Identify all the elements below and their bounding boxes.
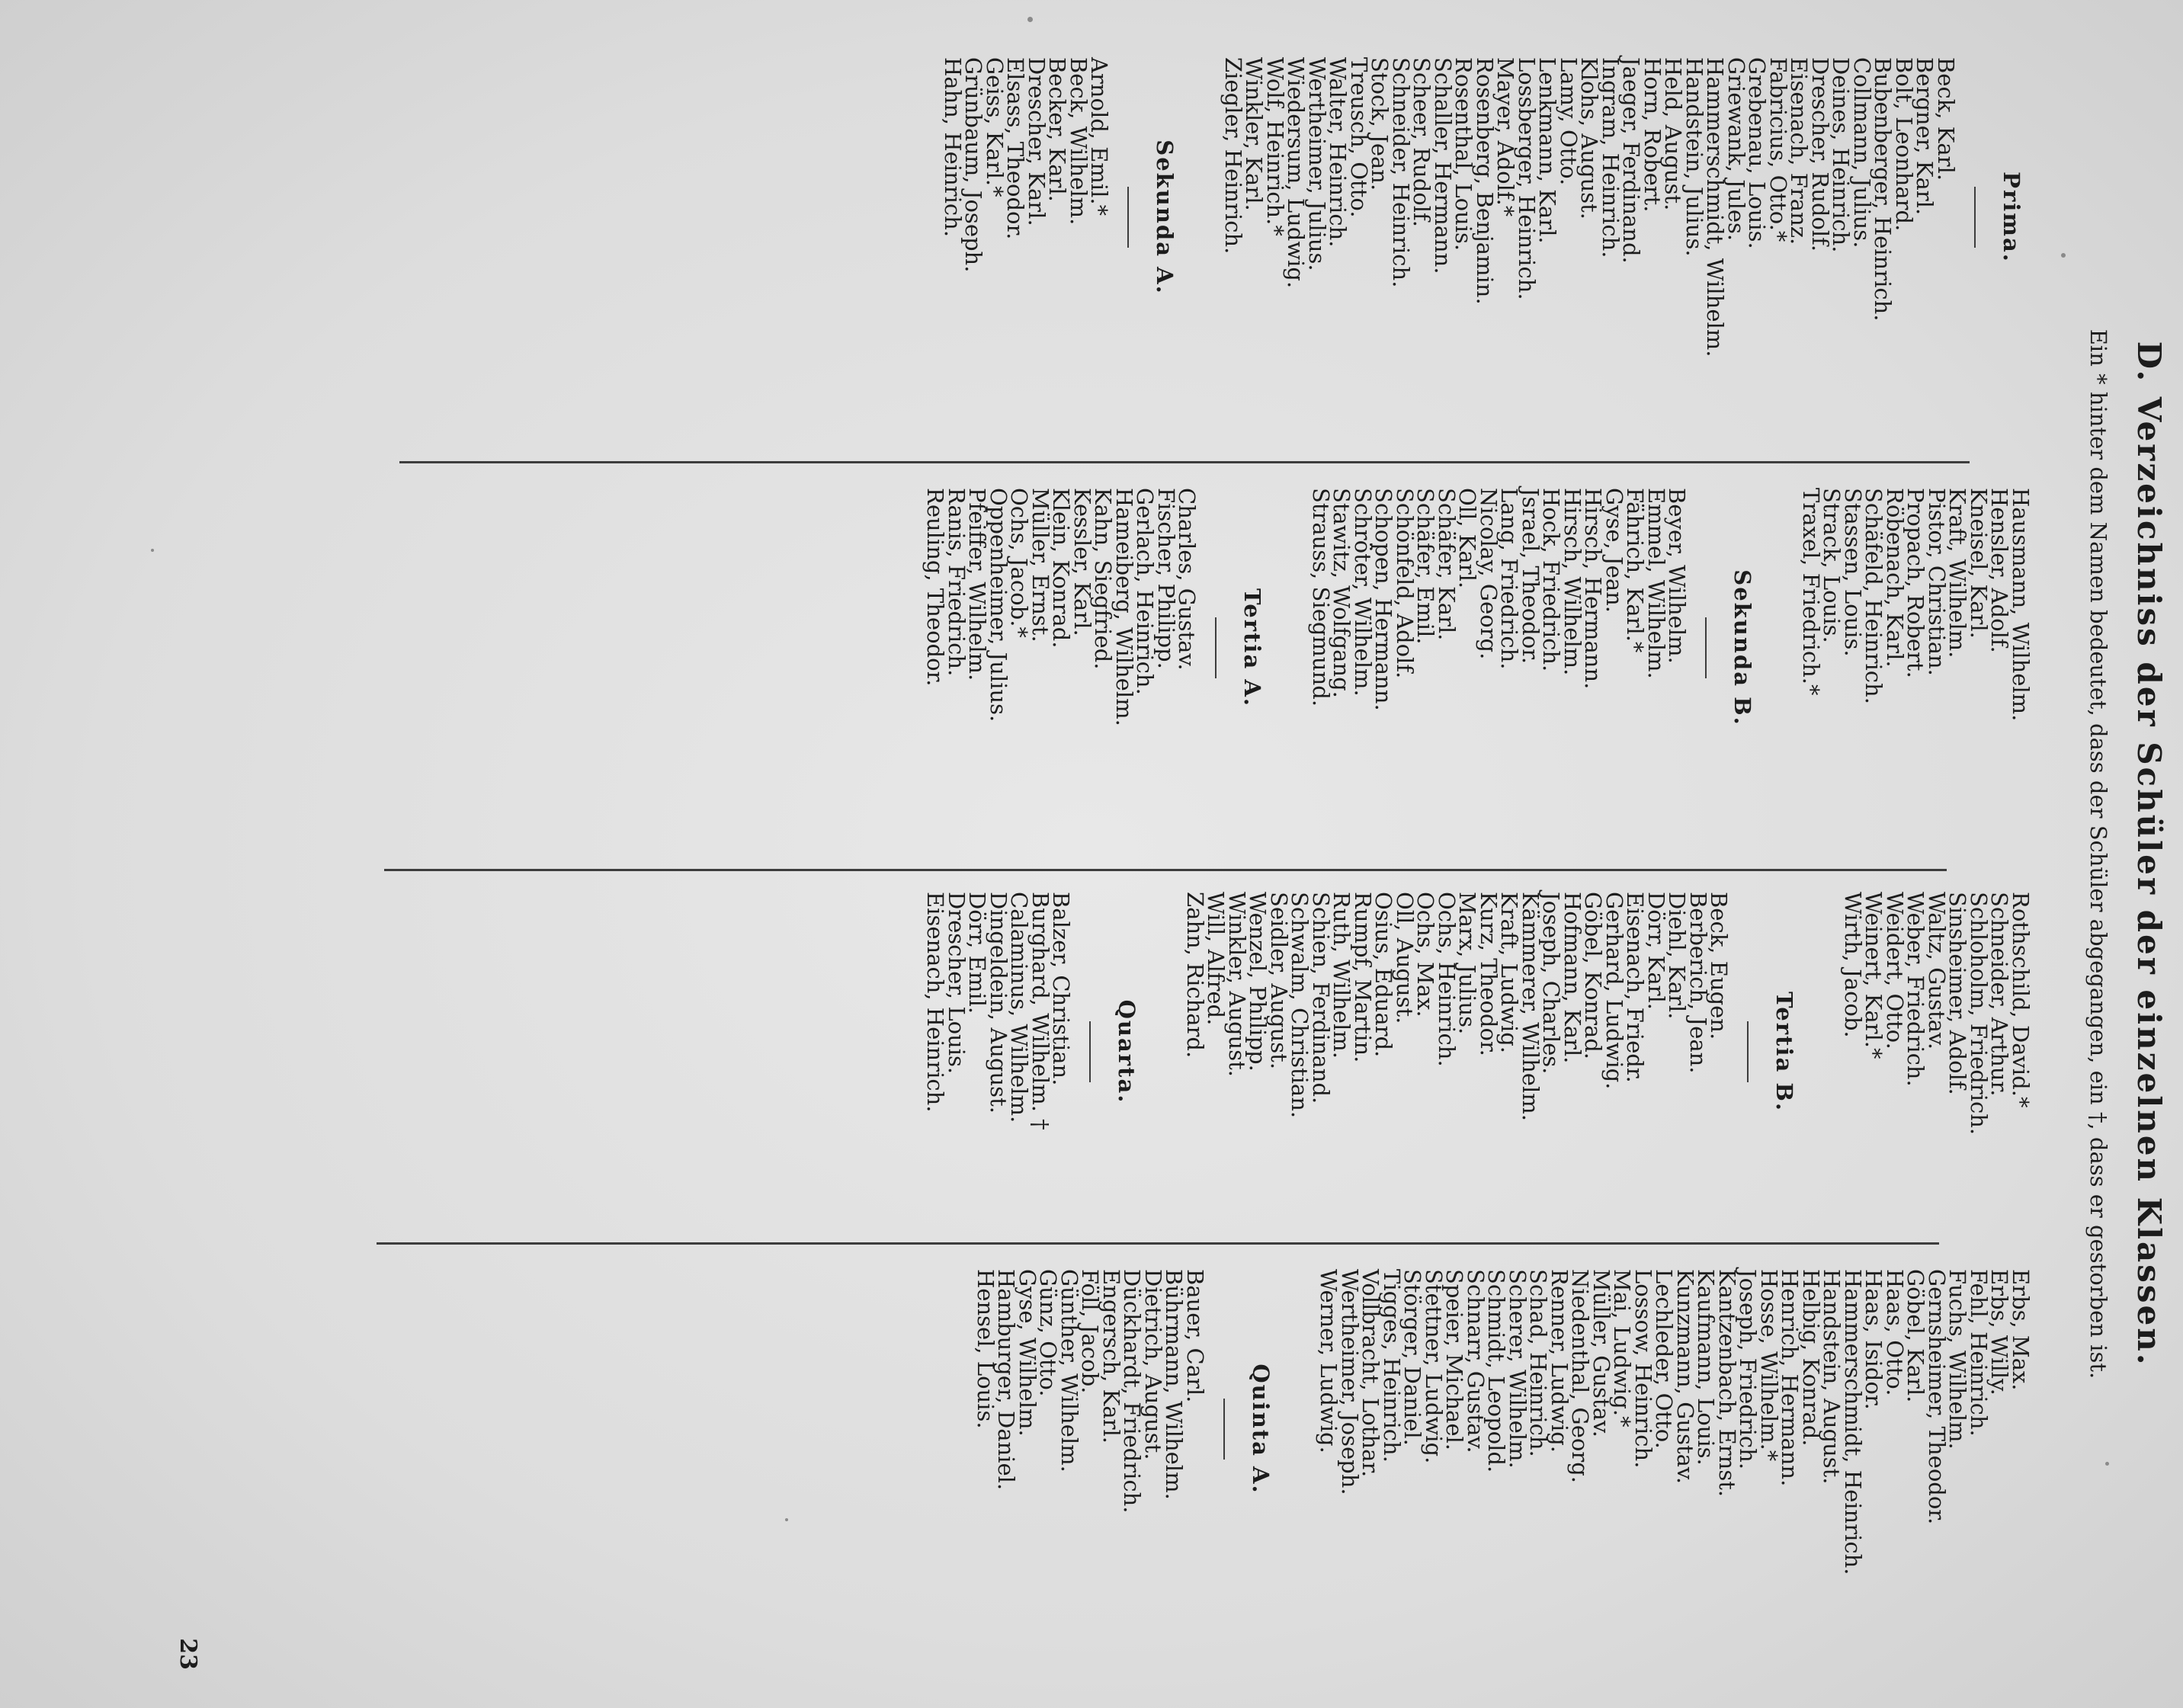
student-name: Schneider, Heinrich.: [1388, 57, 1414, 288]
student-name: Osius, Eduard.: [1370, 892, 1397, 1058]
student-name: Schröter, Wilhelm.: [1350, 488, 1376, 697]
student-name: Traxel, Friedrich.*: [1798, 488, 1824, 696]
student-name: Berberich, Jean.: [1685, 892, 1711, 1074]
student-name: Schloholm, Friedrich.: [1966, 892, 1992, 1136]
student-name: Göbel, Karl.: [1903, 1269, 1929, 1403]
roster-column: [973, 1269, 2034, 1650]
student-name: Hameiberg, Wilhelm.: [1111, 488, 1137, 726]
student-name: Fährich, Karl.*: [1622, 488, 1649, 653]
student-name: Schopen, Hermann.: [1370, 488, 1397, 711]
student-name: Horn, Robert.: [1640, 57, 1665, 213]
student-name: Ochs, Heinrich.: [1434, 892, 1460, 1067]
student-name: Becker, Karl.: [1044, 57, 1071, 202]
student-name: Balzer, Christian.: [1048, 892, 1075, 1086]
student-name: Pistor, Christian.: [1924, 488, 1950, 676]
student-name: Stettner, Ludwig.: [1421, 1269, 1447, 1464]
student-name: Rosenberg, Benjamin.: [1472, 57, 1498, 305]
title-rule: [1090, 1021, 1092, 1082]
student-name: Kessler, Karl.: [1069, 488, 1095, 636]
student-name: Dietrich, August.: [1140, 1269, 1166, 1460]
student-name: Eisenach, Franz.: [1786, 57, 1813, 245]
student-name: Weidert, Otto.: [1882, 892, 1908, 1049]
student-name: Stawitz, Wolfgang.: [1329, 488, 1355, 698]
student-name: Joseph, Charles.: [1538, 892, 1565, 1075]
student-name: Hirsch, Hermann.: [1580, 488, 1607, 690]
student-name: Scheer, Rudolf.: [1409, 57, 1435, 227]
student-name: Hirsch, Wilhelm.: [1560, 488, 1585, 676]
student-name: Gerlach, Heinrich.: [1132, 488, 1159, 695]
student-name: Gernsheimer, Theodor.: [1924, 1269, 1950, 1525]
student-name: Grebenau, Louis.: [1744, 57, 1771, 249]
student-name: Joseph, Friedrich.: [1735, 1269, 1761, 1470]
student-name: Tigges, Heinrich.: [1379, 1269, 1405, 1463]
student-name: Lang, Friedrich.: [1496, 488, 1523, 670]
student-name: Reuling, Theodor.: [922, 488, 949, 687]
student-name: Kämmerer, Wilhelm.: [1518, 892, 1543, 1121]
roster-column: [942, 57, 2031, 438]
student-name: Dingeldein, August.: [986, 892, 1011, 1114]
student-name: Dörr, Karl.: [1643, 892, 1669, 1010]
student-name: Rumpf, Martin.: [1350, 892, 1376, 1063]
student-name: Will, Alfred.: [1203, 892, 1229, 1026]
student-name: Deines, Heinrich.: [1828, 57, 1854, 253]
section-gap: [1146, 892, 1184, 1273]
student-name: Renner, Ludwig.: [1547, 1269, 1572, 1453]
student-name: Ochs, Jacob.*: [1006, 488, 1033, 638]
column-divider: [399, 461, 1970, 463]
student-name: Jaeger, Ferdinand.: [1618, 57, 1645, 264]
student-name: Charles, Gustav.: [1174, 488, 1200, 671]
student-name: Kurz, Theodor.: [1476, 892, 1502, 1056]
student-name: Handstein, Julius.: [1681, 57, 1707, 257]
class-title: Sekunda A.: [1152, 139, 1178, 295]
section-gap: [1272, 488, 1310, 869]
section-gap: [1762, 488, 1800, 869]
student-name: Collmann, Julius.: [1849, 57, 1875, 248]
student-name: Sinsheimer, Adolf.: [1944, 892, 1971, 1095]
student-name: Dückhardt, Friedrich.: [1119, 1269, 1146, 1514]
student-name: Helbig, Konrad.: [1798, 1269, 1824, 1447]
student-name: Diehl, Karl.: [1664, 892, 1691, 1020]
student-name: Geiss, Karl.*: [982, 57, 1008, 197]
student-name: Hammerschmidt, Wilhelm.: [1702, 57, 1729, 357]
student-name: Seidler, August.: [1266, 892, 1292, 1070]
student-name: Hausmann, Wilhelm.: [2008, 488, 2034, 722]
student-name: Held, August.: [1660, 57, 1687, 211]
roster-column: [922, 892, 2034, 1273]
student-name: Beck, Eugen.: [1706, 892, 1733, 1040]
student-name: Hensel, Louis.: [973, 1269, 999, 1429]
student-name: Marx, Julius.: [1454, 892, 1481, 1035]
student-name: Beck, Karl.: [1933, 57, 1959, 181]
student-name: Gyse, Jean.: [1601, 488, 1627, 614]
student-name: Göbel, Konrad.: [1580, 892, 1607, 1060]
student-name: Bubenberger, Heinrich.: [1870, 57, 1896, 322]
student-name: Beyer, Wilhelm.: [1664, 488, 1691, 664]
student-name: Lamy, Otto.: [1556, 57, 1582, 186]
student-name: Ziegler, Heinrich.: [1220, 57, 1246, 255]
student-name: Bergner, Karl.: [1912, 57, 1938, 216]
student-name: Calaminus, Wilhelm.: [1006, 892, 1033, 1123]
title-rule: [1223, 1399, 1225, 1460]
student-name: Lossberger, Heinrich.: [1514, 57, 1540, 300]
student-name: Ranis, Friedrich.: [944, 488, 970, 677]
student-name: Strauss, Siegmund.: [1308, 488, 1334, 707]
title-rule: [1748, 1021, 1749, 1082]
student-name: Kneisel, Karl.: [1966, 488, 1992, 639]
student-name: Propach, Robert.: [1903, 488, 1929, 678]
class-title: Quinta A.: [1248, 1364, 1274, 1495]
student-name: Wolf, Heinrich.*: [1262, 57, 1288, 236]
student-name: Haas, Isidor.: [1861, 1269, 1887, 1410]
student-name: Müller, Gustav.: [1588, 1269, 1614, 1438]
student-name: Schäfer, Karl.: [1434, 488, 1460, 641]
student-name: Föll, Jacob.: [1077, 1269, 1104, 1394]
student-name: Jsrael, Theodor.: [1518, 488, 1543, 665]
student-name: Drescher, Rudolf.: [1807, 57, 1833, 252]
student-name: Engersch, Karl.: [1098, 1269, 1124, 1444]
title-rule: [1974, 187, 1976, 248]
student-name: Rothschild, David.*: [2008, 892, 2034, 1108]
student-name: Drescher, Karl.: [1024, 57, 1050, 226]
student-name: Stassen, Louis.: [1840, 488, 1866, 657]
student-name: Elsass, Theodor.: [1002, 57, 1029, 240]
student-name: Kantzenbach, Ernst.: [1714, 1269, 1740, 1498]
legend-note: Ein * hinter dem Namen bedeutet, dass der Schüler abgegangen, ein †, dass er gestorben ist.: [2085, 328, 2111, 1380]
student-name: Lechleder, Otto.: [1651, 1269, 1678, 1449]
student-name: Werner, Ludwig.: [1316, 1269, 1342, 1453]
student-name: Klohs, August.: [1576, 57, 1603, 220]
student-name: Gerhard, Ludwig.: [1601, 892, 1627, 1090]
student-name: Hock, Friedrich.: [1538, 488, 1565, 672]
student-name: Bauer, Carl.: [1182, 1269, 1208, 1403]
student-name: Schnarr, Gustav.: [1463, 1269, 1489, 1453]
student-name: Winkler, August.: [1224, 892, 1250, 1077]
page-number: 23: [175, 1638, 201, 1670]
student-name: Erbs, Willy.: [1986, 1269, 2013, 1396]
student-name: Dörr, Emil.: [964, 892, 991, 1014]
class-title: Quarta.: [1114, 999, 1140, 1104]
student-name: Günther, Wilhelm.: [1056, 1269, 1082, 1472]
student-name: Schmidt, Leopold.: [1483, 1269, 1510, 1473]
class-title: Sekunda B.: [1729, 569, 1756, 726]
student-name: Handstein, August.: [1819, 1269, 1845, 1485]
student-name: Kahn, Siegfried.: [1090, 488, 1117, 670]
student-name: Beck, Wilhelm.: [1066, 57, 1092, 226]
student-name: Ingram, Heinrich.: [1598, 57, 1624, 258]
student-name: Wiedersum, Ludwig.: [1283, 57, 1309, 289]
student-name: Fehl, Heinrich.: [1966, 1269, 1992, 1437]
student-name: Hensler, Adolf.: [1986, 488, 2013, 653]
student-name: Hahn, Heinrich.: [940, 57, 966, 238]
student-name: Niedenthal, Georg.: [1567, 1269, 1594, 1483]
student-name: Gyse, Wilhelm.: [1015, 1269, 1040, 1437]
student-name: Nicolay, Georg.: [1476, 488, 1502, 660]
student-name: Arnold, Emil.*: [1086, 57, 1113, 216]
student-name: Hosse, Wilhelm.*: [1756, 1269, 1782, 1462]
student-name: Winkler, Karl.: [1241, 57, 1268, 211]
title-rule: [1216, 617, 1217, 678]
student-name: Schwalm, Christian.: [1287, 892, 1313, 1119]
roster-column: [922, 488, 2034, 869]
student-name: Mayer, Adolf.*: [1492, 57, 1519, 217]
student-name: Schönfeld, Adolf.: [1392, 488, 1418, 679]
student-name: Hammerschmidt, Heinrich.: [1840, 1269, 1866, 1575]
student-name: Weinert, Karl.*: [1861, 892, 1887, 1059]
student-name: Zahn, Richard.: [1182, 892, 1208, 1059]
column-divider: [384, 869, 1947, 871]
student-name: Vollbracht, Lothar.: [1358, 1269, 1384, 1478]
student-name: Stock, Jean.: [1367, 57, 1393, 191]
student-name: Röbenach, Karl.: [1882, 488, 1908, 668]
student-name: Wirth, Jacob.: [1840, 892, 1866, 1038]
student-name: Henrich, Hermann.: [1777, 1269, 1803, 1487]
student-name: Störger, Daniel.: [1399, 1269, 1426, 1446]
student-name: Wertheimer, Julius.: [1304, 57, 1330, 271]
student-name: Fischer, Philipp.: [1153, 488, 1179, 669]
student-name: Schäfeld, Heinrich.: [1861, 488, 1887, 704]
student-name: Schaller, Hermann.: [1430, 57, 1456, 274]
student-name: Lenkmann, Karl.: [1534, 57, 1561, 244]
student-name: Hamburger, Daniel.: [993, 1269, 1020, 1491]
student-name: Schien, Ferdinand.: [1308, 892, 1334, 1104]
student-name: Oppenheimer, Julius.: [986, 488, 1011, 723]
student-name: Grünbaum, Joseph.: [960, 57, 987, 273]
student-name: Schäfer, Emil.: [1412, 488, 1439, 645]
student-name: Treusch, Otto.: [1346, 57, 1372, 218]
section-gap: [1184, 57, 1223, 438]
student-name: Klein, Konrad.: [1048, 488, 1075, 649]
student-name: Haas, Otto.: [1882, 1269, 1908, 1396]
title-rule: [1706, 617, 1707, 678]
student-name: Fabricius, Otto.*: [1765, 57, 1791, 242]
student-name: Bührmann, Wilhelm.: [1161, 1269, 1188, 1500]
student-name: Kraft, Ludwig.: [1496, 892, 1523, 1054]
section-gap: [1804, 892, 1842, 1273]
student-name: Ochs, Max.: [1412, 892, 1439, 1017]
student-name: Wertheimer, Joseph.: [1337, 1269, 1363, 1495]
student-name: Bolt, Leonhard.: [1891, 57, 1917, 232]
student-name: Fuchs, Wilhelm.: [1944, 1269, 1971, 1450]
student-name: Lossow, Heinrich.: [1630, 1269, 1656, 1469]
student-name: Walter, Heinrich.: [1325, 57, 1351, 248]
student-name: Erbs, Max.: [2008, 1269, 2034, 1391]
student-name: Oll, August.: [1392, 892, 1418, 1024]
page-heading: D. Verzeichniss der Schüler der einzelnen Klassen.: [2130, 341, 2168, 1367]
student-name: Hofmann, Karl.: [1560, 892, 1585, 1064]
student-name: Speier, Michael.: [1441, 1269, 1468, 1450]
student-name: Strack, Louis.: [1819, 488, 1845, 643]
title-rule: [1128, 187, 1130, 248]
student-name: Emmel, Wilhelm.: [1643, 488, 1669, 679]
student-name: Scherer, Wilhelm.: [1505, 1269, 1531, 1469]
student-name: Pfeiffer, Wilhelm.: [964, 488, 991, 681]
student-name: Oll, Karl.: [1454, 488, 1481, 589]
student-name: Günz, Otto.: [1035, 1269, 1062, 1397]
class-title: Tertia A.: [1239, 588, 1266, 707]
student-name: Schneider, Arthur.: [1986, 892, 2013, 1097]
student-name: Schad, Heinrich.: [1525, 1269, 1552, 1457]
student-name: Kaufmann, Louis.: [1693, 1269, 1720, 1466]
student-name: Wenzel, Philipp.: [1245, 892, 1271, 1072]
student-name: Ruth, Wilhelm.: [1329, 892, 1355, 1059]
student-name: Griewank, Jules.: [1723, 57, 1749, 242]
student-name: Eisenach, Heinrich.: [922, 892, 949, 1113]
student-name: Drescher, Louis.: [944, 892, 970, 1075]
class-title: Prima.: [1999, 171, 2024, 263]
student-name: Burghard, Wilhelm. †: [1027, 892, 1053, 1130]
student-name: Mai, Ludwig.*: [1609, 1269, 1636, 1428]
student-name: Kunzmann, Gustav.: [1672, 1269, 1698, 1485]
section-gap: [1280, 1269, 1318, 1650]
student-name: Eisenach, Friedr.: [1622, 892, 1649, 1083]
class-title: Tertia B.: [1771, 992, 1798, 1112]
student-name: Weber, Friedrich.: [1903, 892, 1929, 1087]
student-name: Rosenthal, Louis.: [1451, 57, 1477, 252]
student-name: Müller, Ernst.: [1027, 488, 1053, 643]
student-name: Kraft, Wilhelm.: [1944, 488, 1971, 659]
student-name: Waltz, Gustav.: [1924, 892, 1950, 1050]
